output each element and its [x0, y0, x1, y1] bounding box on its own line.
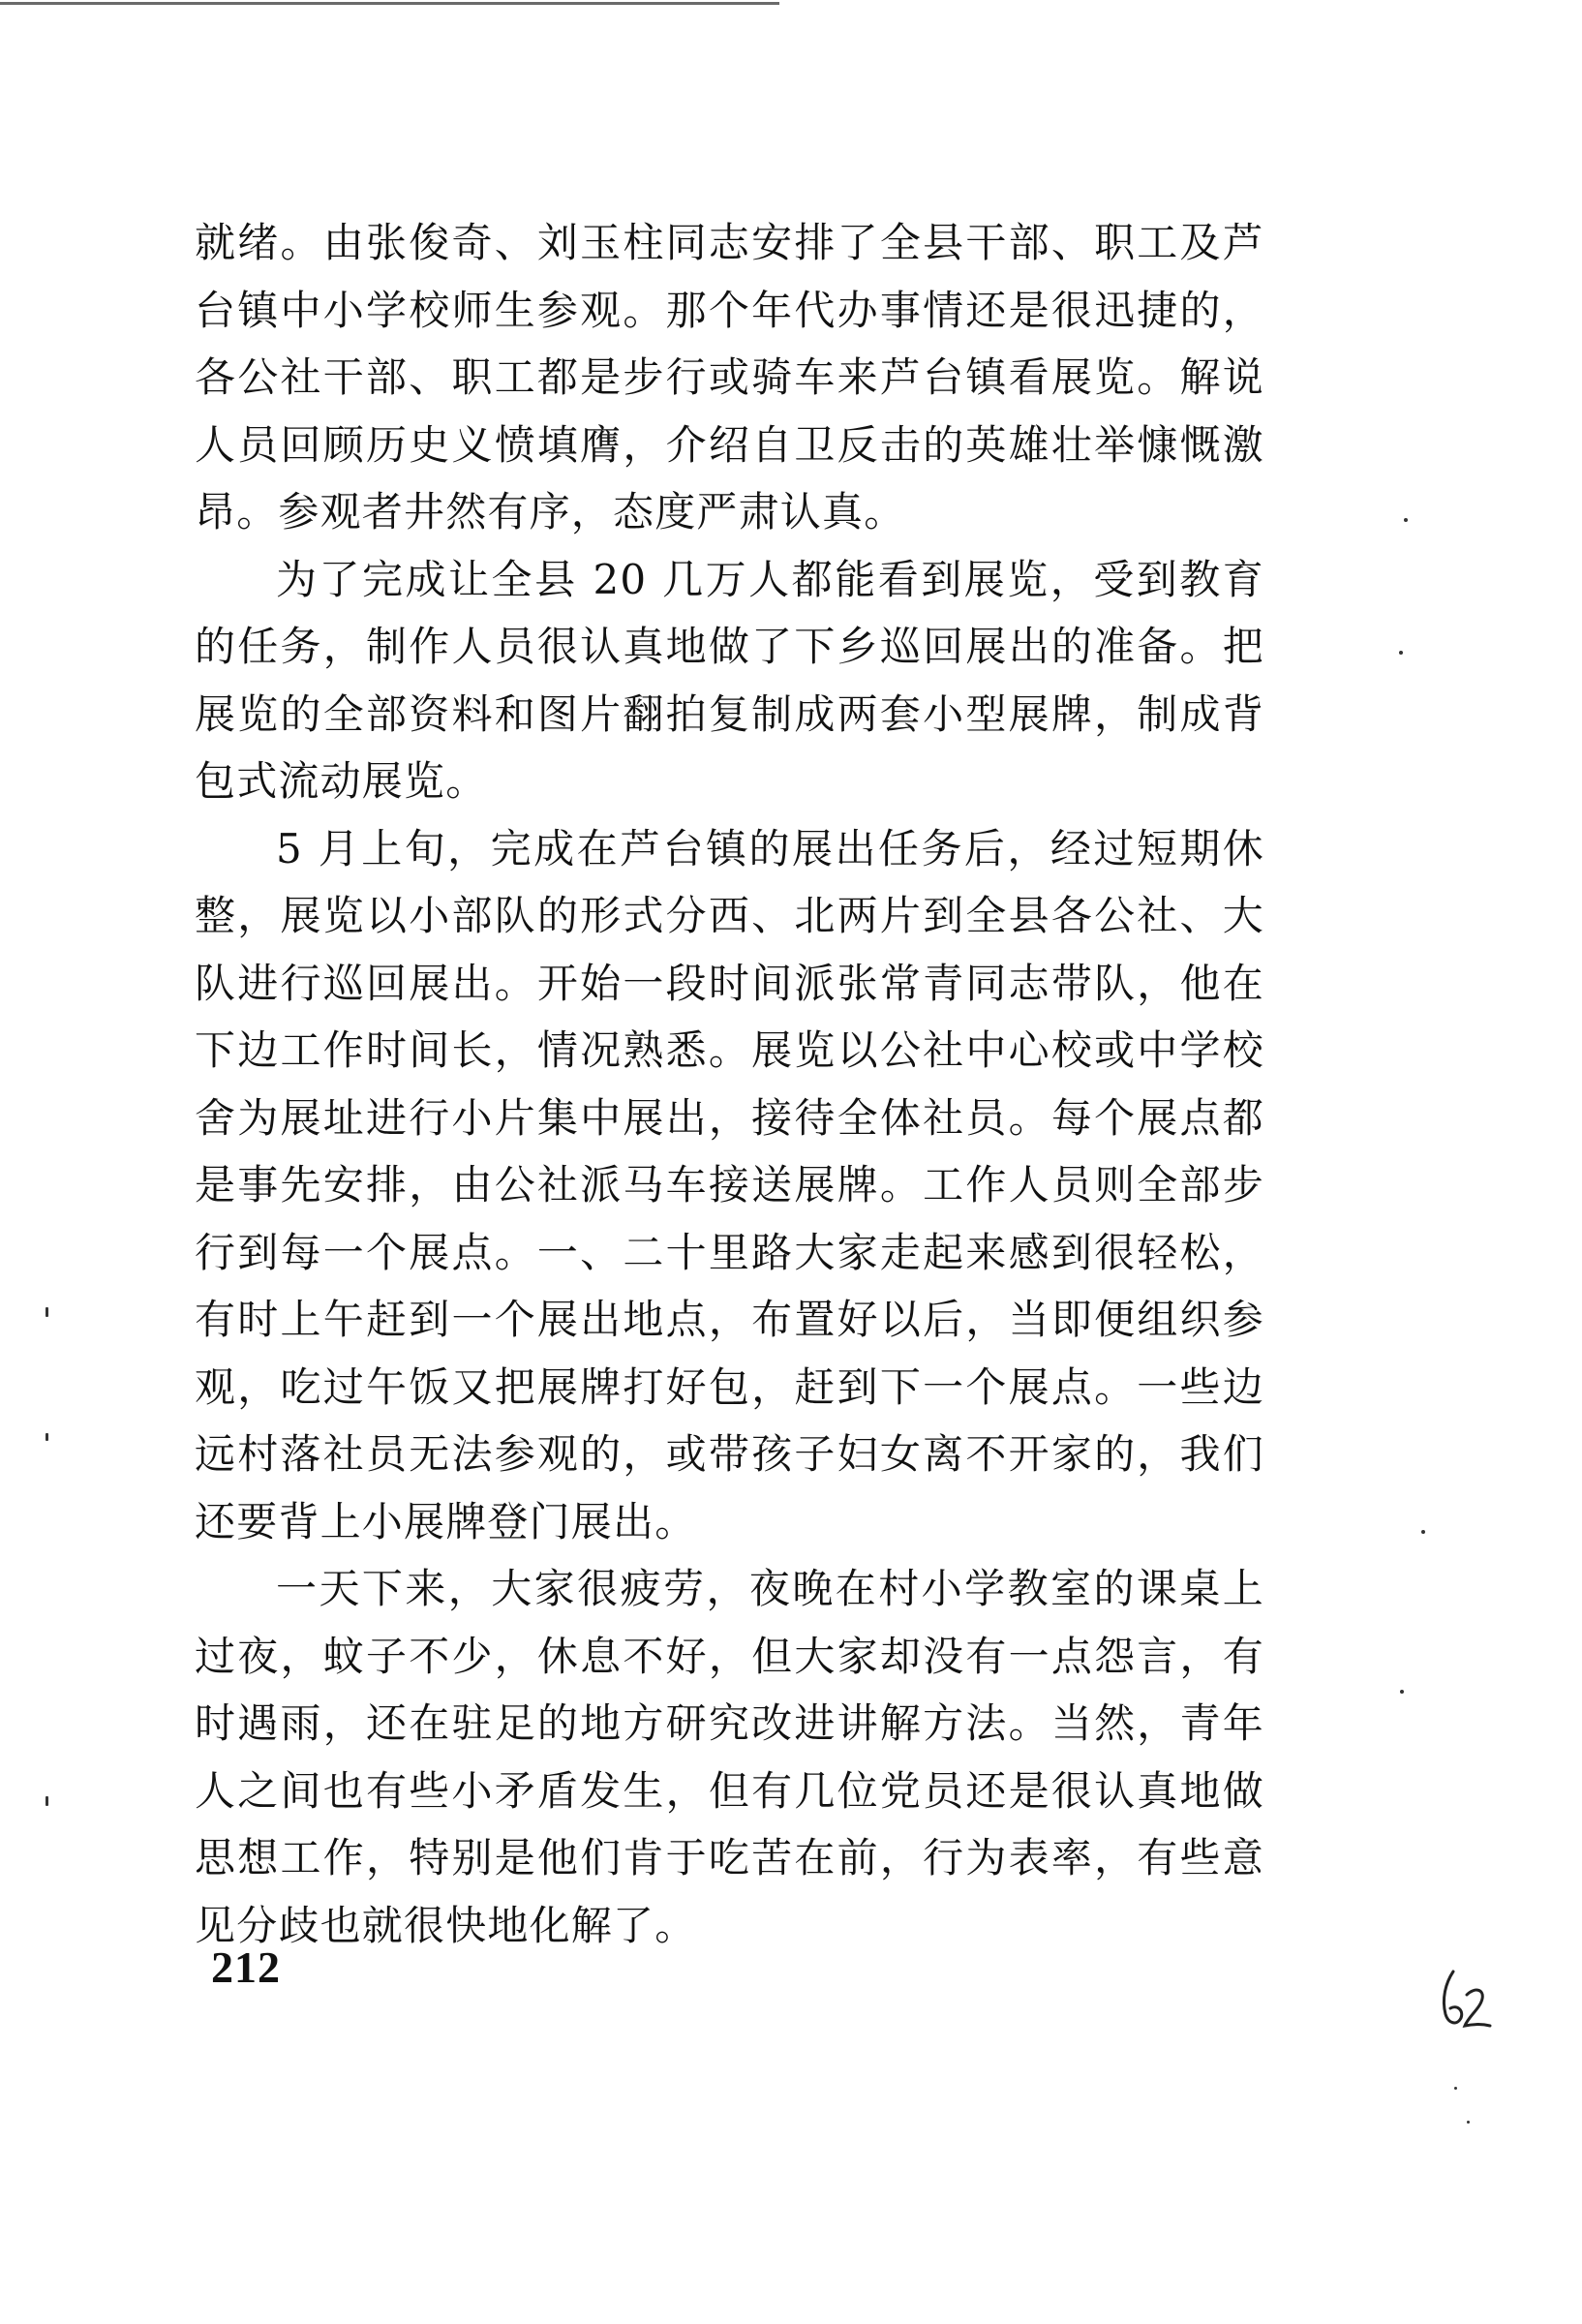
body-text — [195, 209, 1264, 1959]
scan-speck — [1454, 2087, 1457, 2090]
page-number: 212 — [211, 1942, 281, 1992]
scan-speck — [46, 1796, 48, 1806]
scan-speck — [1404, 518, 1408, 522]
header-rule — [0, 2, 779, 5]
handwritten-mark-icon — [1438, 1966, 1496, 2034]
paragraph-1: 就绪。由张俊奇、刘玉柱同志安排了全县干部、职工及芦台镇中小学校师生参观。那个年代办事情还是很迅捷的，各公社干部、职工都是步行或骑车来芦台镇看展览。解说人员回顾历史义愤填膺，介绍自卫反击的英雄壮举慷慨激昂。参观者井然有序，态度严肃认真。 — [195, 219, 1264, 535]
scan-speck — [46, 1433, 48, 1441]
scan-speck — [1400, 1690, 1404, 1694]
scan-speck — [46, 1307, 48, 1317]
scan-speck — [1421, 1530, 1425, 1534]
paragraph-3: 5 月上旬，完成在芦台镇的展出任务后，经过短期休整，展览以小部队的形式分西、北两片到全县各公社、大队进行巡回展出。开始一段时间派张常青同志带队，他在下边工作时间长，情况熟悉。展览以公社中心校或中学校舍为展址进行小片集中展出，接待全体社员。每个展点都是事先安排，由公社派马车接送展牌。工作人员则全部步行到每一个展点。一、二十里路大家走起来感到很轻松，有时上午赶到一个展出地点，布置好以后，当即便组织参观，吃过午饭又把展牌打好包，赶到下一个展点。一些边远村落社员无法参观的，或带孩子妇女离不开家的，我们还要背上小展牌登门展出。 — [195, 824, 1264, 1545]
paragraph-2: 为了完成让全县 20 几万人都能看到展览，受到教育的任务，制作人员很认真地做了下乡巡回展出的准备。把展览的全部资料和图片翻拍复制成两套小型展牌，制成背包式流动展览。 — [195, 555, 1264, 805]
paragraph-4: 一天下来，大家很疲劳，夜晚在村小学教室的课桌上过夜，蚊子不少，休息不好，但大家却没有一点怨言，有时遇雨，还在驻足的地方研究改进讲解方法。当然，青年人之间也有些小矛盾发生，但有几位党员还是很认真地做思想工作，特别是他们肯于吃苦在前，行为表率，有些意见分歧也就很快地化解了。 — [195, 1565, 1264, 1949]
scan-speck — [1399, 651, 1403, 655]
scan-speck — [1467, 2121, 1470, 2124]
